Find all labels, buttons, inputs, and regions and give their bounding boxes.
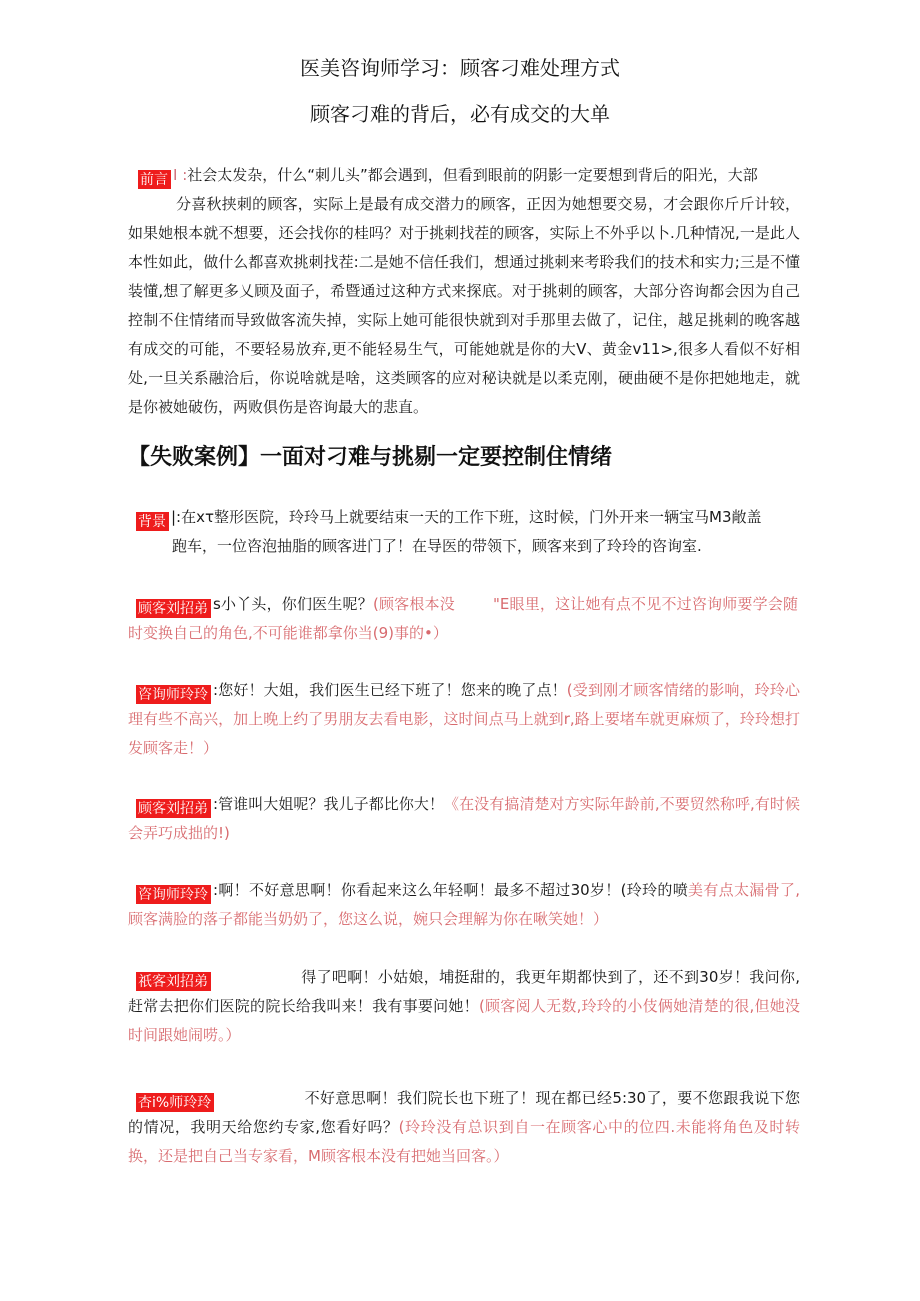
note: 美有点太漏骨了,顾客满脸的落子都能当奶奶了，您这么说，婉只会理解为你在啾笑她！）: [128, 881, 800, 928]
intro-lead: 社会太发杂，什么“刺儿头”都会遇到，但看到眼前的阴影一定要想到背后的阳光，大部: [187, 166, 758, 184]
section-title: 【失败案例】一面对刁难与挑剔一定要控制住情绪: [128, 445, 613, 470]
intro-tag: 前言: [138, 170, 171, 189]
intro-marker: I :: [173, 166, 188, 184]
speech: 不好意思啊！我们院长也下班了！现在都已经5:30了，要不您跟我说下您的情况，我明天给您约专家,您看好吗？: [128, 1089, 800, 1136]
dialogue-customer-2: [128, 790, 800, 848]
note: (玲玲没有总识到自一在顾客心中的位四.未能将角色及时转换，还是把自己当专家看，M顾客根本没有把她当回客。）: [128, 1118, 800, 1165]
note-lead: (玲玲的喷: [620, 881, 689, 899]
speaker-tag: 顾客刘招弟: [136, 599, 211, 618]
dialogue-consultant-3: [128, 1084, 800, 1171]
intro-paragraph: [128, 161, 790, 190]
background-text-line2: 跑车，一位咨泡抽脂的顾客进门了！在导医的带领下，顾客来到了玲玲的咨询室.: [172, 537, 702, 555]
dialogue-consultant-1: [128, 676, 800, 763]
background-paragraph: [136, 503, 796, 532]
background-marker: |:: [171, 508, 182, 526]
speaker-tag: 顾客刘招弟: [136, 799, 211, 818]
speaker-tag: 咨询师玲玲: [136, 685, 211, 704]
dialogue-consultant-2: [128, 876, 800, 934]
speaker-tag: 祇客刘招弟: [136, 972, 211, 991]
speaker-tag: 咨询师玲玲: [136, 885, 211, 904]
dialogue-customer-3: [128, 963, 800, 1050]
speaker-tag: 杏i%师玲玲: [136, 1093, 214, 1112]
background-text: 在xτ整形医院，玲玲马上就要结束一天的工作下班，这时候，门外开来一辆宝马M3敞盖: [181, 508, 762, 526]
intro-body: 分喜秋挟刺的顾客，实际上是最有成交潜力的顾客，正因为她想要交易，才会跟你斤斤计较，如果她根本就不想要，还会找你的桂吗？对于挑刺找茬的顾客，实际上不外乎以卜.几种情况,一是此人本性如此，做什么都喜欢挑刺找茬:二是她不信任我们，想通过挑刺来考聆我们的技术和实力;三是不懂装懂,想了解更多乂顾及面子，希暨通过这种方式来探底。对于挑刺的顾客，大部分咨询都会因为自己控制不住情绪而导致做客流失掉，实际上她可能很快就到对手那里去做了，记住，越足挑刺的晚客越有成交的可能，不要轻易放弃,更不能轻易生气，可能她就是你的大V、黄金v11>,很多人看似不好相处,一旦关系融洽后，你说啥就是啥，这类顾客的应对秘诀就是以柔克刚，硬曲硬不是你把她地走，就是你被她破伤，两败俱伤是咨询最大的悲直。: [128, 195, 800, 416]
document-subtitle: 顾客刁难的背后，必有成交的大单: [310, 102, 610, 126]
speech: :您好！大姐，我们医生已经下班了！您来的晚了点！: [213, 681, 567, 699]
note: (受到刚才顾客情绪的影响，玲玲心理有些不高兴，加上晚上约了男朋友去看电影，这时间点马上就到r,路上要堵车就更麻烦了，玲玲想打发顾客走！）: [128, 681, 800, 757]
note: (顾客根本没: [372, 595, 455, 613]
document-title: 医美咨询师学习：顾客刁难处理方式: [300, 56, 620, 80]
note: 《在没有搞清楚对方实际年龄前,不要贸然称呼,有时候会弄巧成拙的!): [128, 795, 800, 842]
dialogue-customer-1: [128, 590, 798, 648]
speech: 得了吧啊！小姑娘，埔挺甜的，我更年期都快到了，还不到30岁！我问你,赶常去把你们医院的院长给我叫来！我有事要问她！: [128, 968, 800, 1015]
note: (顾客阅人无数,玲玲的小伎俩她清楚的很,但她没时间跟她闹唠。）: [128, 997, 800, 1044]
speech: :啊！不好意思啊！你看起来这么年轻啊！最多不超过30岁！: [213, 881, 621, 899]
note-cont: "E眼里，这让她有点不见不过咨询师要学会随时变换自己的角色,不可能谁都拿你当(9)事的•）: [128, 595, 798, 642]
speech: :管谁叫大姐呢？我儿子都比你大！: [213, 795, 445, 813]
speech: s小丫头，你们医生呢？: [213, 595, 373, 613]
background-tag: 背景: [136, 512, 169, 531]
